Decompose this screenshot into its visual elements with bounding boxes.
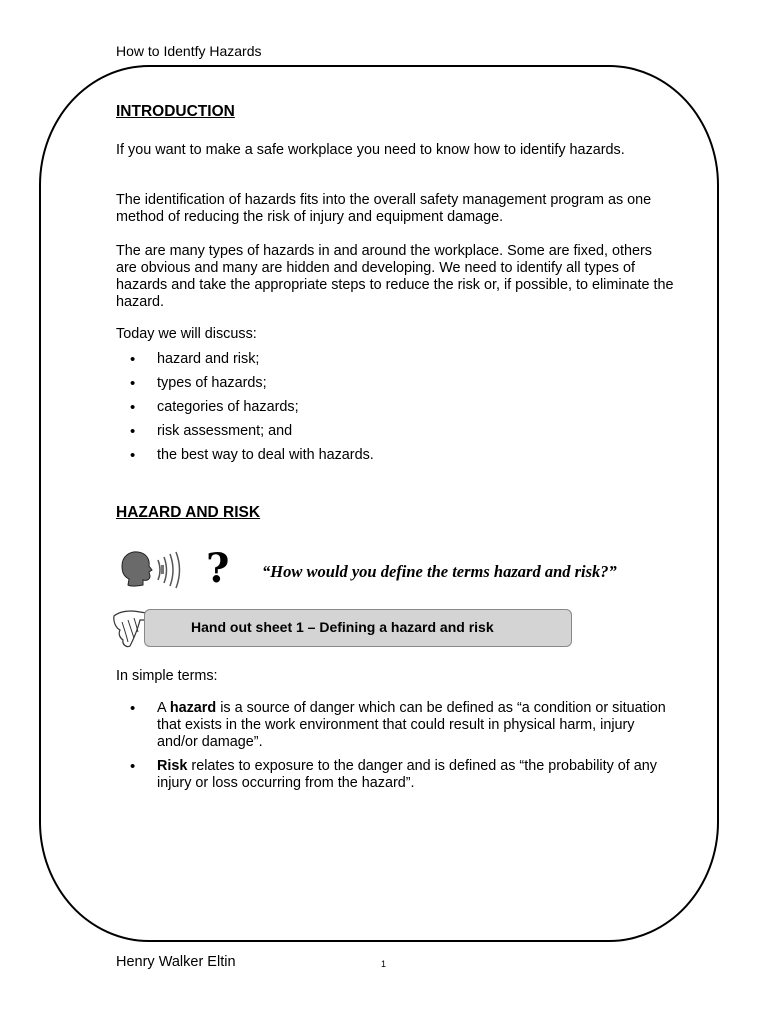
discussion-topics-list [116,351,676,464]
today-discuss-label: Today we will discuss: [116,326,257,342]
discussion-question-row [116,545,676,594]
list-item: • hazard and risk; [116,351,676,368]
header-title: How to Identfy Hazards [116,43,262,59]
list-item: • types of hazards; [116,375,676,392]
list-item: • categories of hazards; [116,399,676,416]
risk-term: Risk [157,758,188,774]
discussion-question: “How would you define the terms hazard and risk?” [262,562,617,581]
hazard-definition-text: is a source of danger which can be defined as “a condition or situation that exists in the work environment that could result in physical harm, injury and/or damage”. [157,700,666,750]
intro-paragraph-3: The are many types of hazards in and around the workplace. Some are fixed, others are obvious and many are hidden and developing. We need to identify all types of hazards and take the appropriate steps to reduce the risk or, if possible, to eliminate the hazard. [116,243,674,310]
intro-paragraph-2: The identification of hazards fits into the overall safety management program as one method of reducing the risk of injury and equipment damage. [116,192,652,225]
definitions-list [116,700,676,792]
hazard-definition-prefix: A [157,700,170,716]
question-mark-icon: ? [206,545,230,592]
footer-author: Henry Walker Eltin [116,954,236,970]
introduction-heading: INTRODUCTION [116,103,235,120]
page-number: 1 [381,959,387,969]
risk-definition [116,758,676,792]
intro-paragraph-1: If you want to make a safe workplace you need to know how to identify hazards. [116,142,625,158]
hazard-risk-heading: HAZARD AND RISK [116,504,261,521]
simple-terms-label: In simple terms: [116,668,218,684]
speaking-head-icon [116,548,196,594]
hazard-term: hazard [169,700,217,716]
list-item: • the best way to deal with hazards. [116,447,676,464]
risk-definition-text: relates to exposure to the danger and is defined as “the probability of any injury or loss occurring from the hazard”. [157,758,657,791]
handout-sheet-box [144,609,572,647]
handout-sheet-label: Hand out sheet 1 – Defining a hazard and risk [191,619,494,635]
hazard-definition [116,700,676,751]
list-item: • risk assessment; and [116,423,676,440]
